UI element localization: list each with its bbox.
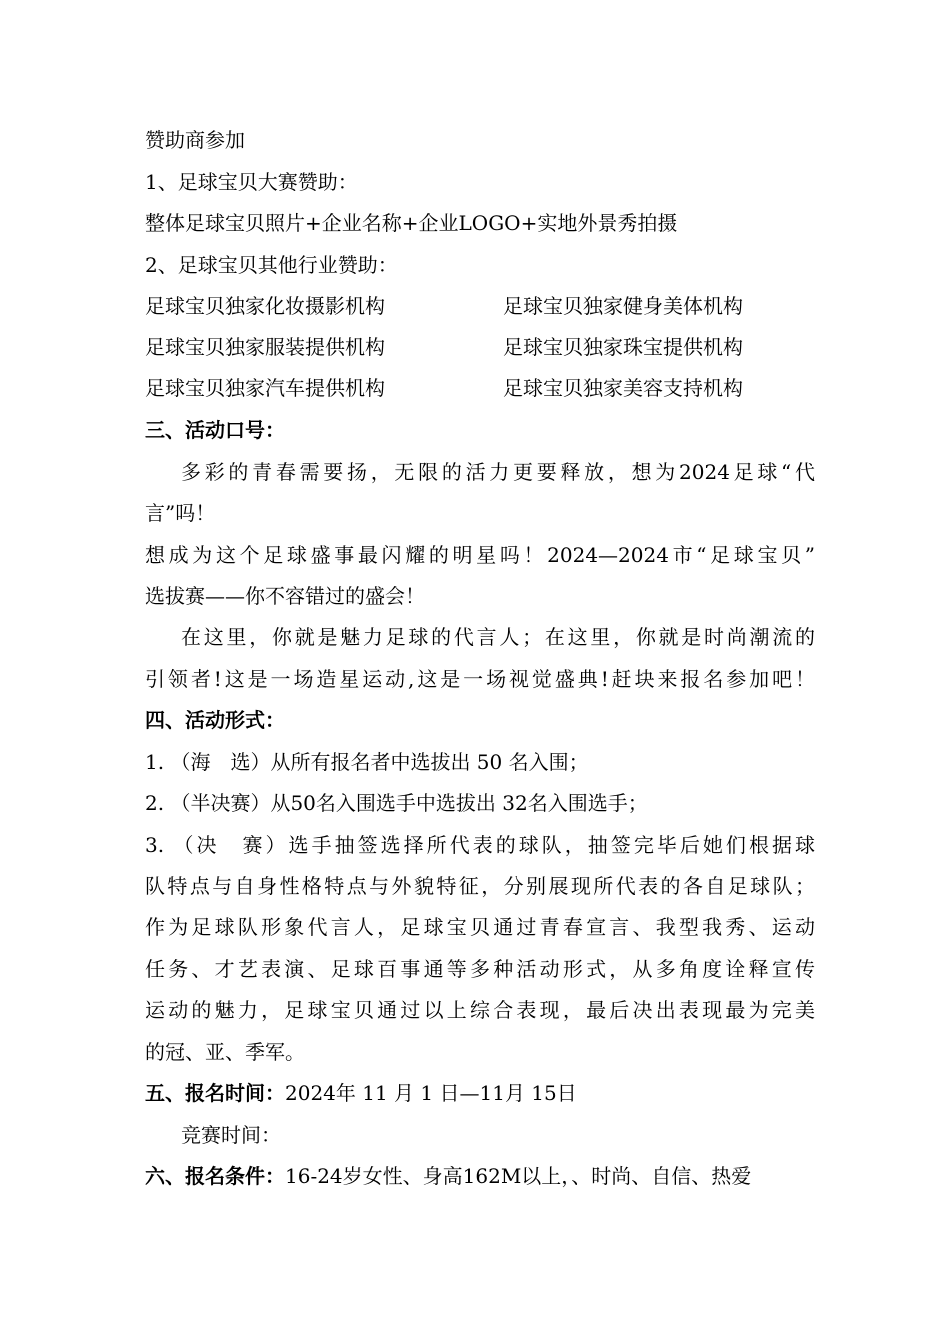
slogan-line-6: 引领者!这是一场造星运动,这是一场视觉盛典!赶块来报名参加吧！ bbox=[145, 667, 815, 691]
section-4-heading: 四、活动形式： bbox=[145, 708, 285, 732]
registration-time-value: 2024年 11 月 1 日—11月 15日 bbox=[285, 1081, 577, 1105]
format-item-3-line-6: 的冠、亚、季军。 bbox=[145, 1040, 305, 1064]
slogan-line-5: 在这里，你就是魅力足球的代言人；在这里，你就是时尚潮流的 bbox=[181, 625, 815, 649]
sponsor-item-1-title: 1、足球宝贝大赛赞助： bbox=[145, 170, 358, 194]
sponsor-row-3 bbox=[145, 368, 815, 409]
sponsor-car: 足球宝贝独家汽车提供机构 bbox=[145, 376, 385, 400]
sponsor-item-2-title: 2、足球宝贝其他行业赞助： bbox=[145, 253, 398, 277]
format-item-1: 1. （海 选）从所有报名者中选拔出 50 名入围； bbox=[145, 750, 589, 774]
slogan-line-2: 言”吗！ bbox=[145, 501, 216, 525]
sponsor-row-1 bbox=[145, 286, 815, 327]
registration-time-label: 五、报名时间： bbox=[145, 1081, 285, 1105]
section-3-heading: 三、活动口号： bbox=[145, 418, 285, 442]
registration-conditions-label: 六、报名条件： bbox=[145, 1164, 285, 1188]
sponsor-jewelry: 足球宝贝独家珠宝提供机构 bbox=[503, 335, 743, 359]
slogan-line-3: 想成为这个足球盛事最闪耀的明星吗！2024—2024市“足球宝贝” bbox=[145, 543, 815, 567]
sponsor-fitness: 足球宝贝独家健身美体机构 bbox=[503, 294, 743, 318]
sponsor-item-1-content: 整体足球宝贝照片+企业名称+企业LOGO+实地外景秀拍摄 bbox=[145, 211, 678, 235]
format-item-3-line-2: 队特点与自身性格特点与外貌特征，分别展现所代表的各自足球队； bbox=[145, 874, 815, 898]
section-6-heading bbox=[145, 1156, 815, 1197]
sponsor-row-2 bbox=[145, 327, 815, 368]
sponsor-makeup-photo: 足球宝贝独家化妆摄影机构 bbox=[145, 294, 385, 318]
format-item-2: 2. （半决赛）从50名入围选手中选拔出 32名入围选手； bbox=[145, 791, 648, 815]
format-item-3-line-1: 3. （决 赛）选手抽签选择所代表的球队，抽签完毕后她们根据球 bbox=[145, 833, 815, 857]
sponsor-beauty: 足球宝贝独家美容支持机构 bbox=[503, 376, 743, 400]
format-item-3-line-4: 任务、才艺表演、足球百事通等多种活动形式，从多角度诠释宣传 bbox=[145, 957, 815, 981]
competition-time-label: 竞赛时间： bbox=[181, 1123, 281, 1147]
slogan-line-4: 选拔赛——你不容错过的盛会！ bbox=[145, 584, 425, 608]
slogan-line-1: 多彩的青春需要扬，无限的活力更要释放，想为2024足球“代 bbox=[181, 460, 815, 484]
sponsor-clothing: 足球宝贝独家服装提供机构 bbox=[145, 335, 385, 359]
format-item-3-line-3: 作为足球队形象代言人，足球宝贝通过青春宣言、我型我秀、运动 bbox=[145, 915, 815, 939]
section-5-heading bbox=[145, 1073, 815, 1114]
sponsor-join-line: 赞助商参加 bbox=[145, 128, 245, 152]
format-item-3-line-5: 运动的魅力，足球宝贝通过以上综合表现，最后决出表现最为完美 bbox=[145, 998, 815, 1022]
registration-conditions-value: 16-24岁女性、身高162M以上，、时尚、自信、热爱 bbox=[285, 1164, 752, 1188]
